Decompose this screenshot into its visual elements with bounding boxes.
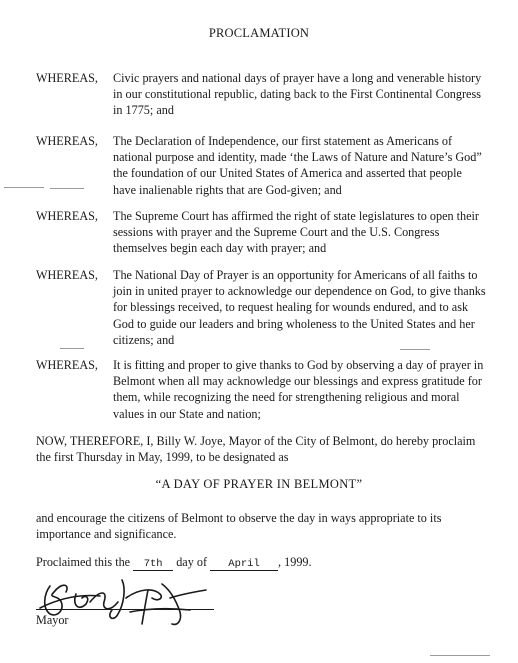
whereas-clause-4	[36, 267, 486, 348]
whereas-text: The Supreme Court has affirmed the right of state legislatures to open their sessions with prayer and the Supreme Court and the U.S. Congress themselves begin each day with prayer; and	[113, 209, 479, 256]
whereas-label: WHEREAS,	[36, 134, 98, 148]
designation-heading: “A DAY OF PRAYER IN BELMONT”	[155, 477, 363, 491]
whereas-text: Civic prayers and national days of prayer have a long and venerable history in our constitutional republic, dating back to the First Continental Congress in 1775; and	[113, 71, 482, 118]
proclaimed-middle: day of	[176, 555, 207, 569]
signature-line	[36, 609, 214, 610]
whereas-text: The National Day of Prayer is an opportunity for Americans of all faiths to join in united prayer to acknowledge our dependence on God, to give thanks for blessings received, to request healing for wounds endured, and to ask God to guide our leaders and bring wholeness to the United States and her citizens; and	[113, 268, 486, 347]
whereas-clause-1	[36, 70, 486, 119]
day-fill-in: 7th	[133, 558, 173, 571]
whereas-clause-5	[36, 357, 486, 422]
scan-artifact	[50, 188, 84, 189]
whereas-clause-2	[36, 133, 486, 198]
whereas-label: WHEREAS,	[36, 209, 98, 223]
whereas-label: WHEREAS,	[36, 268, 98, 282]
whereas-label: WHEREAS,	[36, 358, 98, 372]
encourage-paragraph: and encourage the citizens of Belmont to observe the day in ways appropriate to its importance and significance.	[36, 511, 442, 542]
scan-artifact	[60, 348, 84, 349]
whereas-text: It is fitting and proper to give thanks to God by observing a day of prayer in Belmont when all may acknowledge our blessings and express gratitude for them, while recognizing the need for strengthening religious and moral values in our State and nation;	[113, 358, 484, 421]
signature-title: Mayor	[36, 613, 69, 627]
document-title: PROCLAMATION	[208, 26, 310, 40]
whereas-text: The Declaration of Independence, our first statement as Americans of national purpose and identity, made ‘the Laws of Nature and Nature’s God” the foundation of our United States of America and asserted that people have inalienable rights that are God-given; and	[113, 134, 482, 197]
scan-artifact	[400, 349, 430, 350]
proclaimed-prefix: Proclaimed this the	[36, 555, 131, 569]
now-therefore-paragraph: NOW, THEREFORE, I, Billy W. Joye, Mayor of the City of Belmont, do hereby proclaim the first Thursday in May, 1999, to be designated as	[36, 434, 476, 465]
scan-artifact	[430, 655, 490, 656]
whereas-label: WHEREAS,	[36, 71, 98, 85]
month-fill-in: April	[210, 558, 278, 571]
scan-artifact	[4, 187, 44, 188]
whereas-clause-3	[36, 208, 486, 257]
proclaimed-suffix: , 1999.	[278, 555, 312, 569]
